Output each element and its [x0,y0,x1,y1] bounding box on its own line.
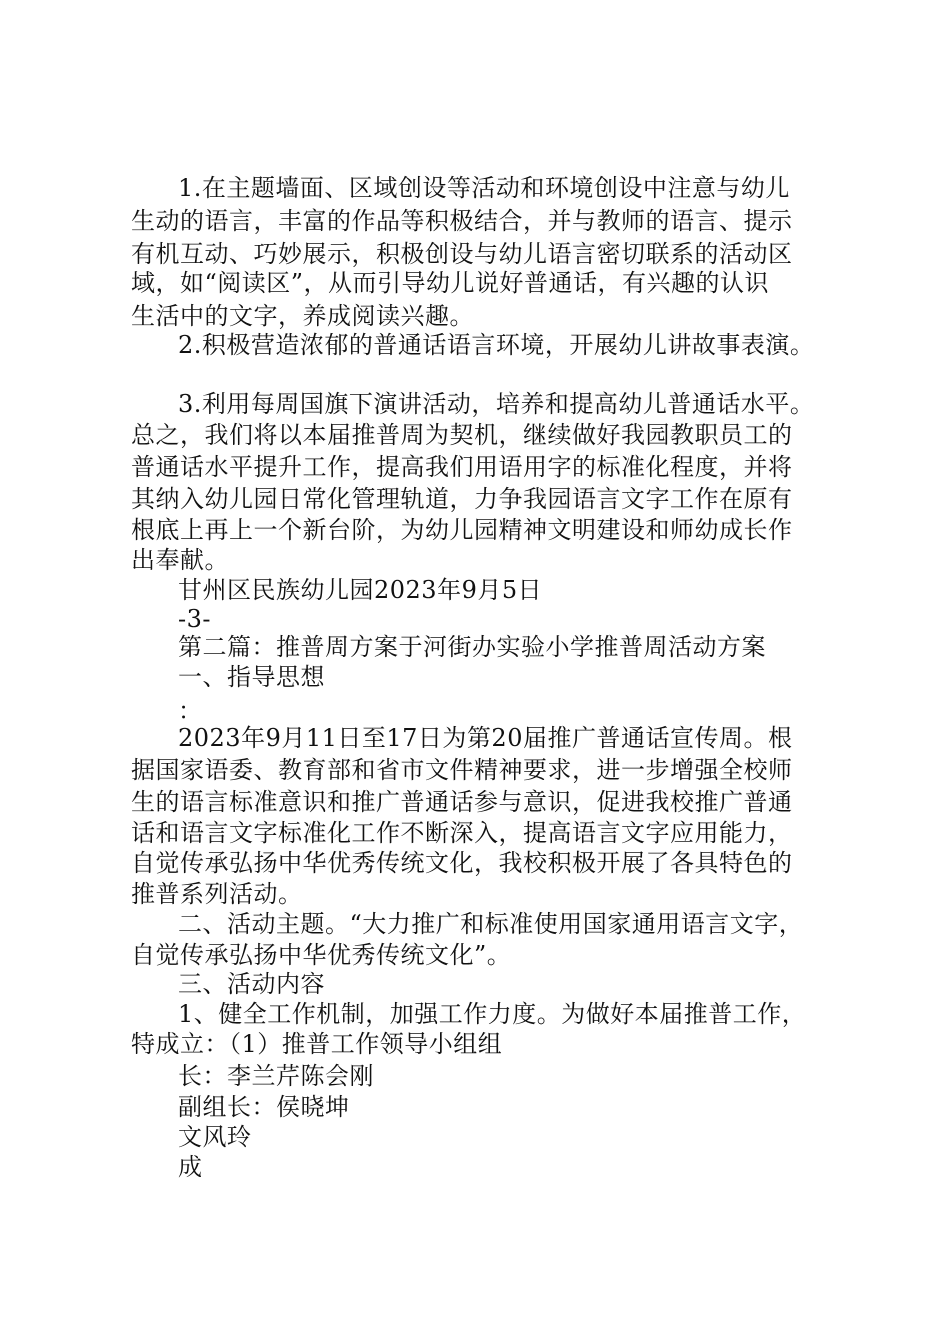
paragraph-line: 有机互动、巧妙展示，积极创设与幼儿语言密切联系的活动区 [131,240,793,268]
page-number: -3- [178,605,211,633]
paragraph-line: 生活中的文字，养成阅读兴趣。 [131,302,474,330]
paragraph-line: 普通话水平提升工作，提高我们用语用字的标准化程度，并将 [131,453,793,481]
paragraph-line: 推普系列活动。 [131,880,303,908]
paragraph-line: 特成立：（1）推普工作领导小组组 [131,1030,503,1058]
section-heading: 三、活动内容 [178,970,325,998]
section-heading: 第二篇：推普周方案于河街办实验小学推普周活动方案 [178,633,766,661]
paragraph-line: 生动的语言，丰富的作品等积极结合，并与教师的语言、提示 [131,207,793,235]
paragraph-line: 1、健全工作机制，加强工作力度。为做好本届推普工作， [178,1000,807,1028]
paragraph-line: 其纳入幼儿园日常化管理轨道，力争我园语言文字工作在原有 [131,485,793,513]
paragraph-line: 自觉传承弘扬中华优秀传统文化，我校积极开展了各具特色的 [131,849,793,877]
paragraph-line: 副组长：侯晓坤 [178,1093,350,1121]
paragraph-line: 根底上再上一个新台阶，为幼儿园精神文明建设和师幼成长作 [131,516,793,544]
paragraph-line: 据国家语委、教育部和省市文件精神要求，进一步增强全校师 [131,756,793,784]
paragraph-line: 出奉献。 [131,546,229,574]
paragraph-line: ： [178,697,203,725]
paragraph-line: 话和语言文字标准化工作不断深入，提高语言文字应用能力， [131,819,793,847]
paragraph-line: 1.在主题墙面、区域创设等活动和环境创设中注意与幼儿 [178,174,790,202]
paragraph-line: 二、活动主题。“大力推广和标准使用国家通用语言文字， [178,910,804,938]
paragraph-line: 2.积极营造浓郁的普通话语言环境，开展幼儿讲故事表演。 [178,331,815,359]
signature-line: 甘州区民族幼儿园2023年9月5日 [178,576,543,604]
paragraph-line: 生的语言标准意识和推广普通话参与意识，促进我校推广普通 [131,788,793,816]
paragraph-line: 文风玲 [178,1123,252,1151]
section-heading: 一、指导思想 [178,663,325,691]
paragraph-line: 3.利用每周国旗下演讲活动，培养和提高幼儿普通话水平。 [178,390,815,418]
paragraph-line: 2023年9月11日至17日为第20届推广普通话宣传周。根 [178,724,793,752]
paragraph-line: 总之，我们将以本届推普周为契机，继续做好我园教职员工的 [131,421,793,449]
paragraph-line: 成 [178,1153,203,1181]
paragraph-line: 自觉传承弘扬中华优秀传统文化”。 [131,941,512,969]
paragraph-line: 长：李兰芹陈会刚 [178,1062,374,1090]
paragraph-line: 域，如“阅读区”，从而引导幼儿说好普通话，有兴趣的认识 [131,269,770,297]
